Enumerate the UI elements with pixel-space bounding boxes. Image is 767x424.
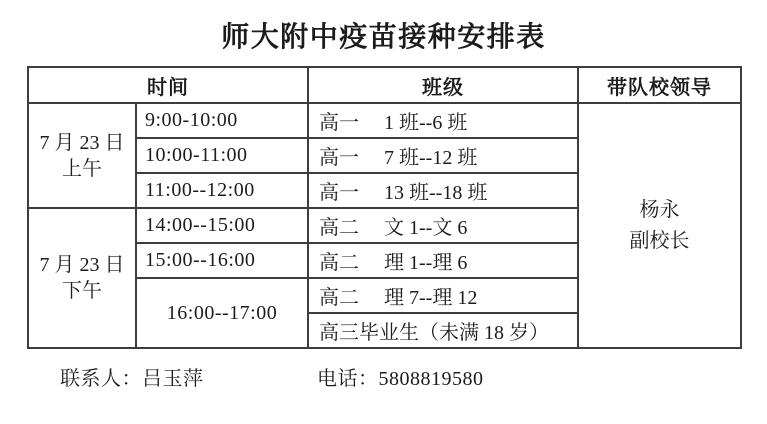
class-cell: 高一 13 班--18 班: [308, 173, 578, 208]
time-cell: 11:00--12:00: [136, 173, 308, 208]
vaccination-schedule-table: [27, 66, 742, 349]
header-class: 班级: [308, 67, 578, 103]
class-cell: 高三毕业生（未满 18 岁）: [308, 313, 578, 348]
class-cell: 高二 文 1--文 6: [308, 208, 578, 243]
page-title: 师大附中疫苗接种安排表: [221, 22, 546, 53]
class-cell: 高一 1 班--6 班: [308, 103, 578, 138]
class-cell: 高二 理 7--理 12: [308, 278, 578, 313]
period-text: 上午: [62, 157, 102, 180]
footer: [60, 362, 767, 391]
header-time: 时间: [28, 67, 308, 103]
class-cell: 高二 理 1--理 6: [308, 243, 578, 278]
time-cell: 10:00-11:00: [136, 138, 308, 173]
leader-cell: [578, 103, 741, 348]
footer-phone: 电话：5808819580: [317, 368, 484, 390]
date-text: 7 月 23 日: [39, 131, 125, 154]
time-cell: 14:00--15:00: [136, 208, 308, 243]
leader-title: 副校长: [629, 229, 690, 252]
period-text: 下午: [62, 280, 102, 302]
time-cell: 9:00-10:00: [136, 103, 308, 138]
date-cell-morning: [28, 103, 136, 208]
footer-contact: 联系人：吕玉萍: [60, 368, 204, 390]
time-cell: 16:00--17:00: [136, 278, 308, 348]
header-row: [28, 67, 741, 103]
date-cell-afternoon: [28, 208, 136, 348]
time-cell: 15:00--16:00: [136, 243, 308, 278]
class-cell: 高一 7 班--12 班: [308, 138, 578, 173]
document-page: [0, 15, 767, 424]
table-row: [28, 103, 741, 138]
leader-name: 杨永: [639, 198, 680, 221]
date-text: 7 月 23 日: [39, 254, 125, 276]
header-leader: 带队校领导: [578, 67, 741, 103]
